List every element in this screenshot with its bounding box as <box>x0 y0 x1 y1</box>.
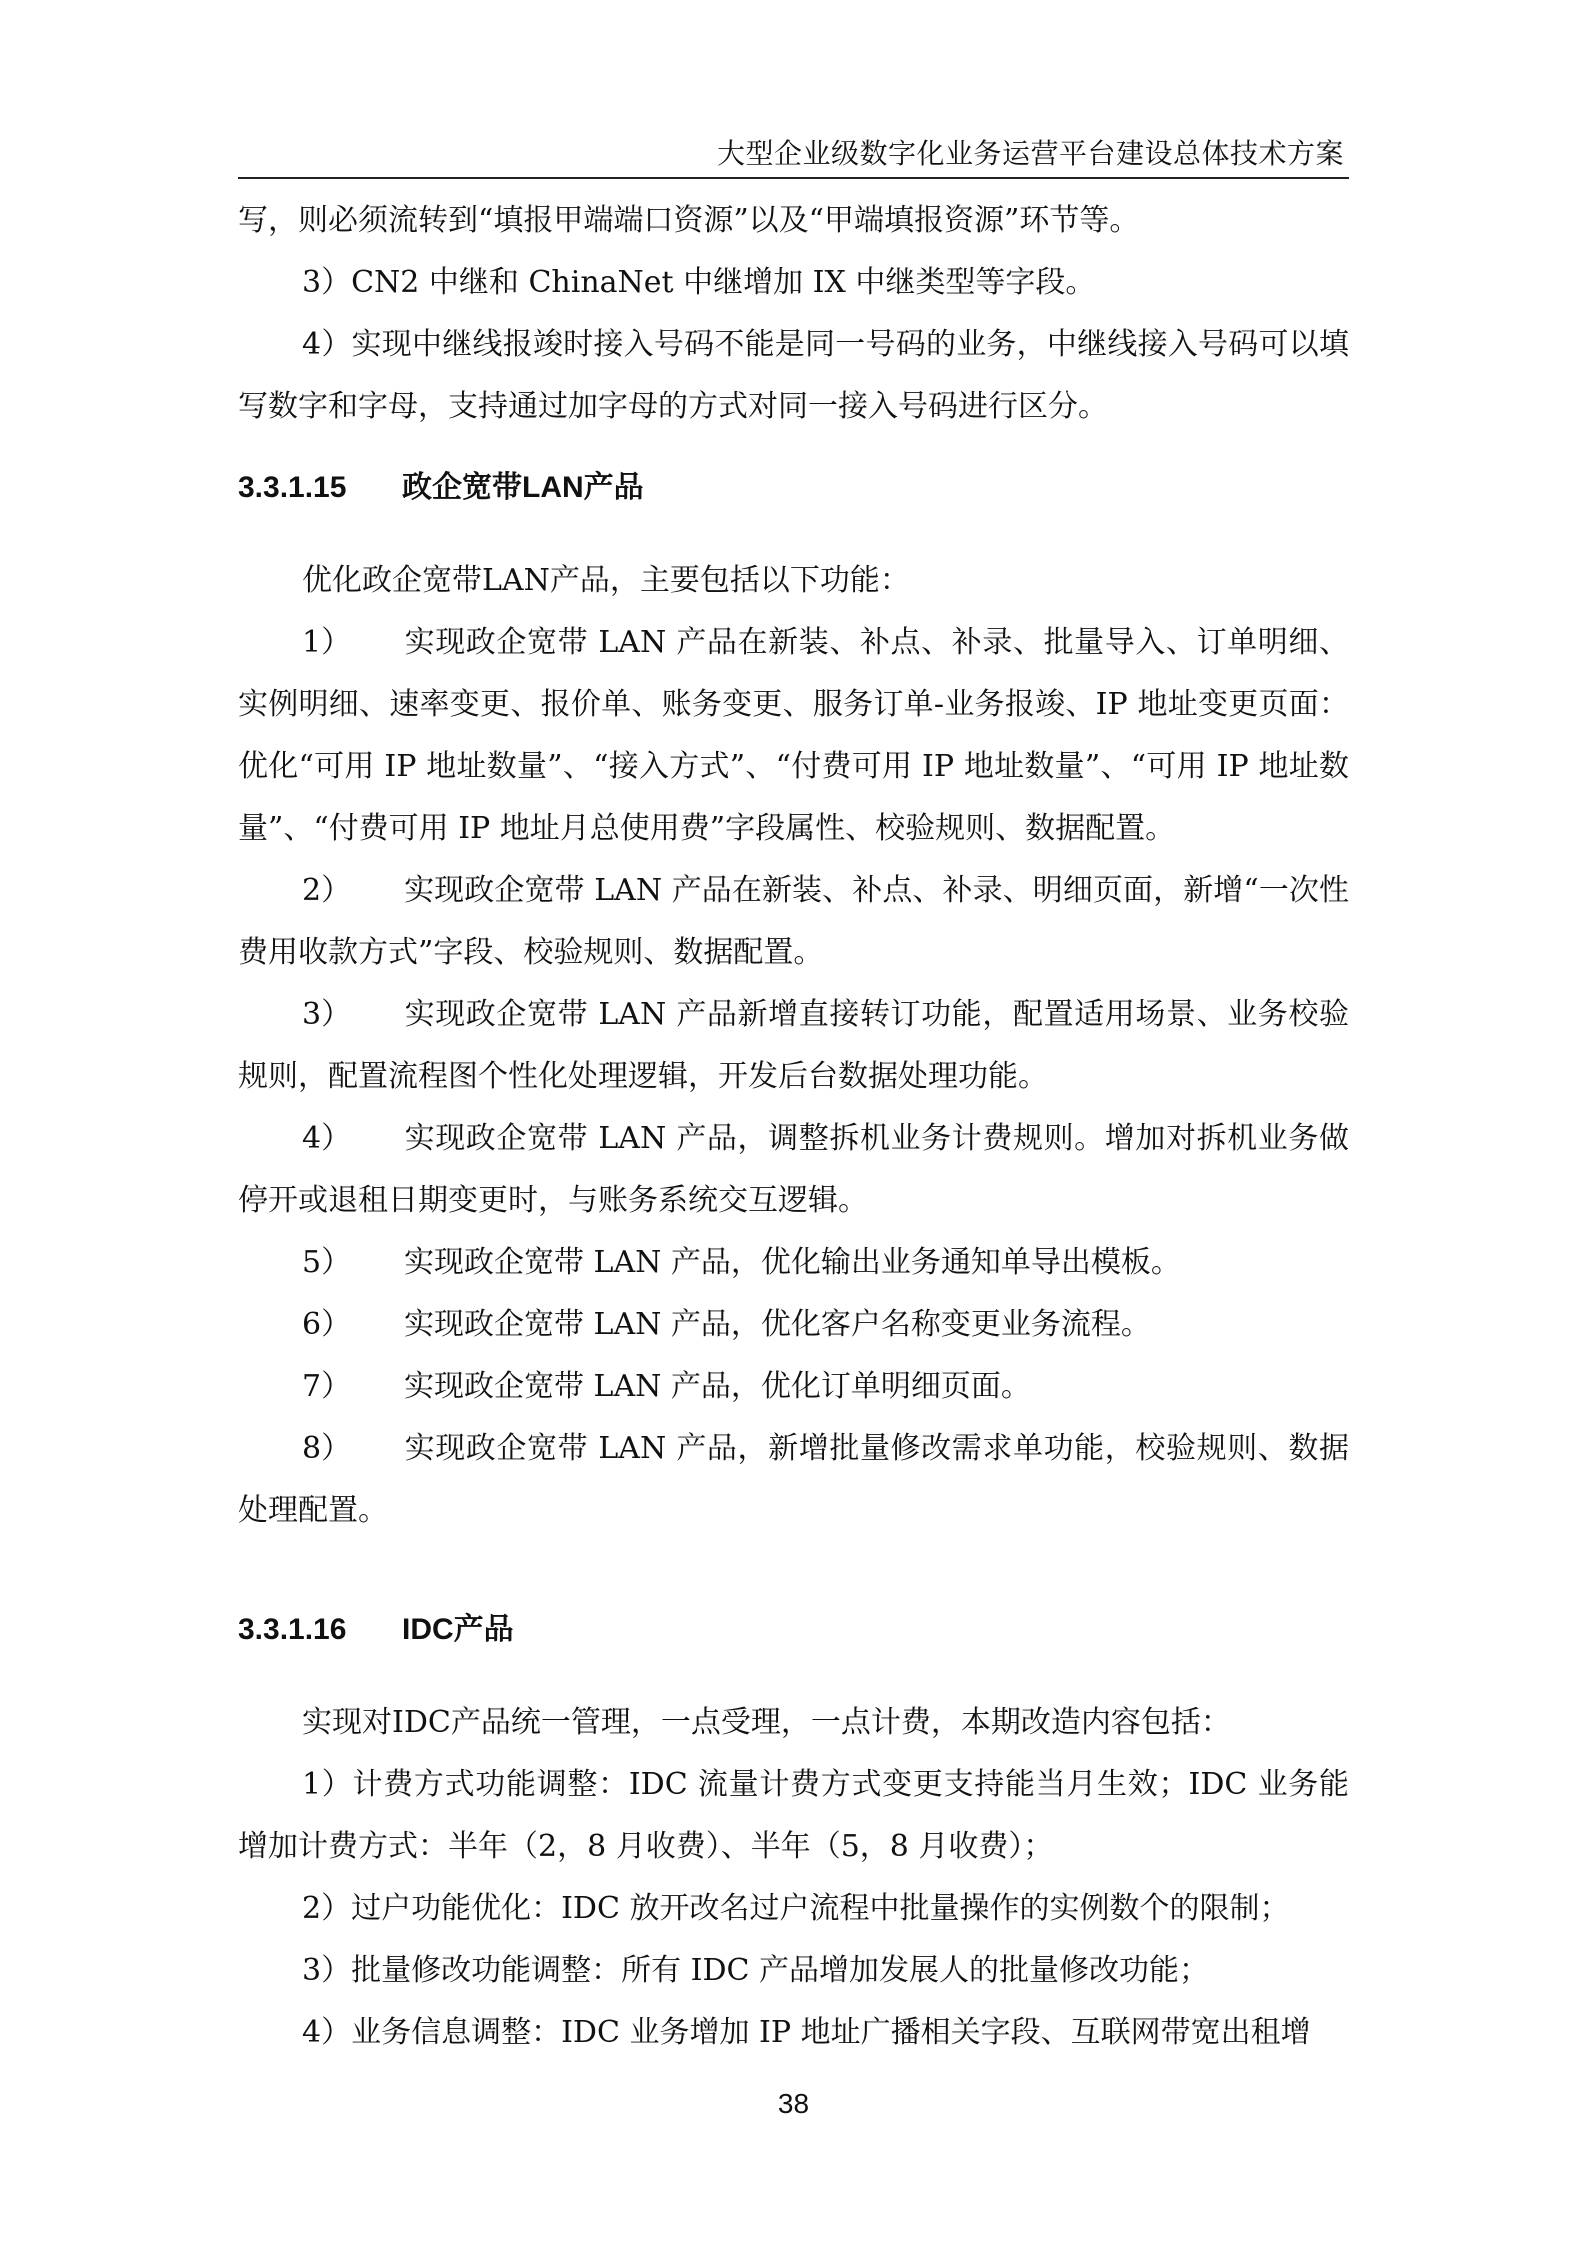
page-number: 38 <box>777 2088 810 2119</box>
section-title-lan: 政企宽带LAN产品 <box>402 471 644 504</box>
section-heading-idc <box>238 1600 1349 1660</box>
lan-list-label-2: 2） <box>302 873 352 908</box>
lan-list-label-1: 1） <box>302 625 352 660</box>
lan-list-item-6 <box>238 1294 1349 1356</box>
lan-list-text-1: 实现政企宽带 LAN 产品在新装、补点、补录、批量导入、订单明细、实例明细、速率变更、报价单、账务变更、服务订单-业务报竣、IP 地址变更页面：优化“可用 IP 地址数量”、“接入方式”、“付费可用 IP 地址数量”、“可用 IP 地址数量”、“付费可用 IP 地址月总使用费”字段属性、校验规则、数据配置。 <box>238 625 1349 846</box>
lan-list-text-8: 实现政企宽带 LAN 产品，新增批量修改需求单功能，校验规则、数据处理配置。 <box>238 1431 1349 1528</box>
lan-list-label-5: 5） <box>302 1245 352 1280</box>
lan-list-item-4 <box>238 1108 1349 1232</box>
lan-list-item-5 <box>238 1232 1349 1294</box>
lan-list-label-3: 3） <box>302 997 352 1032</box>
trunk-number-paragraph: 4）实现中继线报竣时接入号码不能是同一号码的业务，中继线接入号码可以填写数字和字母，支持通过加字母的方式对同一接入号码进行区分。 <box>238 327 1349 424</box>
lan-list-item-7 <box>238 1356 1349 1418</box>
trunk-field-paragraph: 3）CN2 中继和 ChinaNet 中继增加 IX 中继类型等字段。 <box>302 265 1096 300</box>
idc-intro-paragraph: 实现对IDC产品统一管理，一点受理，一点计费，本期改造内容包括： <box>302 1705 1231 1740</box>
document-body <box>238 190 1349 2064</box>
idc-list-item-4: 4）业务信息调整：IDC 业务增加 IP 地址广播相关字段、互联网带宽出租增 <box>302 2015 1311 2050</box>
lan-list-item-1 <box>238 612 1349 860</box>
document-header-title: 大型企业级数字化业务运营平台建设总体技术方案 <box>716 137 1344 170</box>
lan-list-text-3: 实现政企宽带 LAN 产品新增直接转订功能，配置适用场景、业务校验规则，配置流程图个性化处理逻辑，开发后台数据处理功能。 <box>238 997 1349 1094</box>
idc-list-item-3: 3）批量修改功能调整：所有 IDC 产品增加发展人的批量修改功能； <box>302 1953 1210 1988</box>
lan-list-item-2 <box>238 860 1349 984</box>
lan-list-label-4: 4） <box>302 1121 352 1156</box>
lan-list-item-3 <box>238 984 1349 1108</box>
lan-list-text-6: 实现政企宽带 LAN 产品，优化客户名称变更业务流程。 <box>404 1307 1151 1342</box>
lan-intro-paragraph: 优化政企宽带LAN产品，主要包括以下功能： <box>302 563 910 598</box>
idc-list-item-1: 1）计费方式功能调整：IDC 流量计费方式变更支持能当月生效；IDC 业务能增加计费方式：半年（2，8 月收费）、半年（5，8 月收费）； <box>238 1767 1349 1864</box>
continued-paragraph: 写，则必须流转到“填报甲端端口资源”以及“甲端填报资源”环节等。 <box>238 203 1140 238</box>
idc-list-item-2: 2）过户功能优化：IDC 放开改名过户流程中批量操作的实例数个的限制； <box>302 1891 1290 1926</box>
section-heading-lan <box>238 458 1349 518</box>
lan-list-text-7: 实现政企宽带 LAN 产品，优化订单明细页面。 <box>404 1369 1031 1404</box>
lan-list-text-2: 实现政企宽带 LAN 产品在新装、补点、补录、明细页面，新增“一次性费用收款方式”字段、校验规则、数据配置。 <box>238 873 1349 970</box>
lan-list-label-8: 8） <box>302 1431 352 1466</box>
lan-list-text-4: 实现政企宽带 LAN 产品，调整拆机业务计费规则。增加对拆机业务做停开或退租日期变更时，与账务系统交互逻辑。 <box>238 1121 1349 1218</box>
lan-list-item-8 <box>238 1418 1349 1542</box>
lan-list-text-5: 实现政企宽带 LAN 产品，优化输出业务通知单导出模板。 <box>404 1245 1181 1280</box>
lan-list-label-7: 7） <box>302 1369 352 1404</box>
section-title-idc: IDC产品 <box>402 1613 514 1646</box>
section-number-idc: 3.3.1.16 <box>238 1613 347 1646</box>
lan-list-label-6: 6） <box>302 1307 352 1342</box>
header-divider <box>238 177 1349 179</box>
section-number-lan: 3.3.1.15 <box>238 471 347 504</box>
